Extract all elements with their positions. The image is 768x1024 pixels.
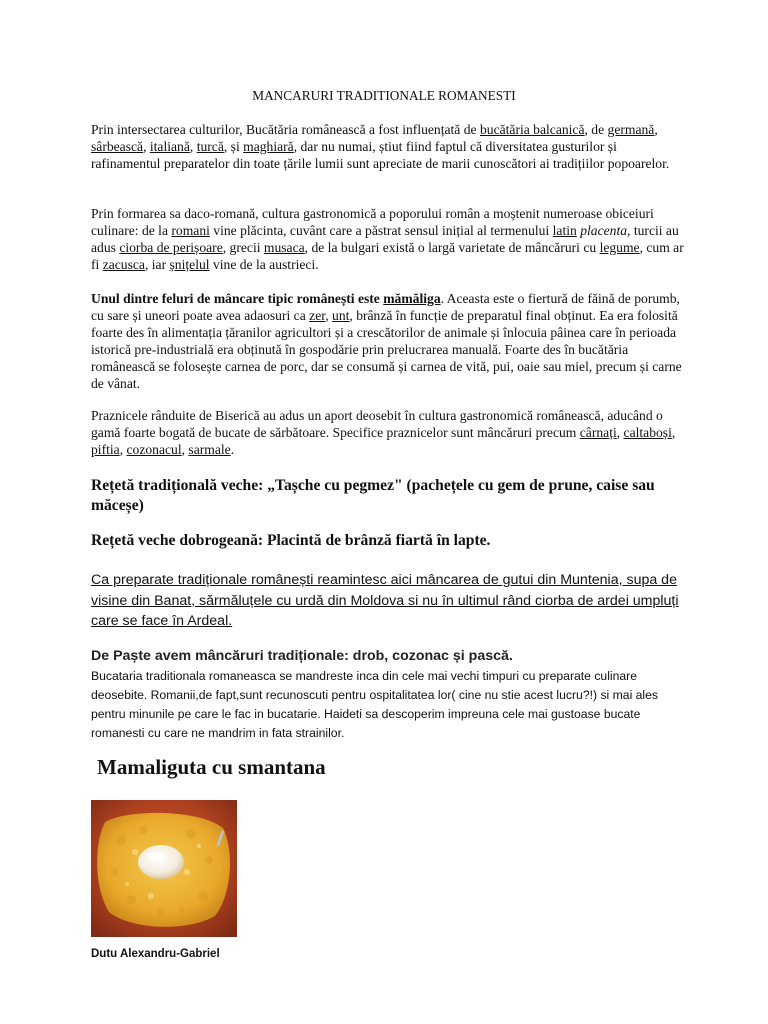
paragraph-praznice: Praznicele rânduite de Biserică au adus un aport deosebit în cultura gastronomică românească, aducând o gamă foarte bogată de bucate de sărbătoare. Specifice praznicelor sunt mâncăruri precum cârnați, caltaboși, piftia, cozonacul, sarmale. [91,408,676,457]
link-mamaliga[interactable]: mămăliga [383,291,441,306]
link-unt[interactable]: unt [332,308,350,323]
link-maghiara[interactable]: maghiară [243,139,294,154]
link-zer[interactable]: zer [309,308,326,323]
link-latin[interactable]: latin [552,223,577,238]
paragraph-daco-romana: Prin formarea sa daco-romană, cultura gastronomică a poporului român a moștenit numeroase obiceiuri culinare: de la romani vine plăcinta, cuvânt care a păstrat sensul inițial al termenului latin placenta, turcii au adus ciorba de perișoare, grecii musaca, de la bulgari există o largă varietate de mâncăruri cu legume, cum ar fi zacusca, iar șnițelul vine de la austrieci. [91,206,684,272]
document-title: MANCARURI TRADITIONALE ROMANESTI [252,88,516,103]
paragraph-mamaliga: Unul dintre feluri de mâncare tipic românești este mămăliga. Aceasta este o fiertură de făină de porumb, cu sare și uneori poate avea adaosuri ca zer, unt, brânză în funcție de preparatul final obținut. Ea era folosită foarte des în alimentația țăranilor agricultori și a crescătorilor de animale și înlocuia pâinea care în perioada istorică pre-industrială era obținută în gospodărie prin prelucrarea manuală. Foarte des în bucătăria românească se folosește carnea de porc, dar se consumă și carnea de vită, pui, oaie sau miel, precum și carne de vânat. [91,291,682,391]
link-romani[interactable]: romani [171,223,210,238]
link-snitelul[interactable]: șnițelul [169,257,210,272]
link-legume[interactable]: legume [599,240,640,255]
link-piftia[interactable]: piftia [91,442,120,457]
heading-mamaliguta: Mamaliguta cu smantana [97,755,326,779]
link-zacusca[interactable]: zacusca [102,257,145,272]
mamaliguta-photo [91,800,237,937]
link-bucataria-balcanica[interactable]: bucătăria balcanică [479,122,585,137]
link-musaca[interactable]: musaca [263,240,305,255]
link-ciorba-de-perisoare[interactable]: ciorba de perișoare [119,240,223,255]
heading-placinta-dobrogeana: Rețetă veche dobrogeană: Placintă de brânză fiartă în lapte. [91,532,491,549]
link-caltabosi[interactable]: caltaboși [623,425,672,440]
link-sarbeasca[interactable]: sârbească [91,139,144,154]
link-italiana[interactable]: italiană [149,139,190,154]
link-germana[interactable]: germană [607,122,655,137]
link-turca[interactable]: turcă [196,139,224,154]
mamaliguta-image [91,800,237,937]
link-cozonacul[interactable]: cozonacul [126,442,182,457]
heading-paste: De Paște avem mâncăruri tradiționale: drob, cozonac și pască. [91,648,513,664]
paragraph-bucataria-traditionala: Bucataria traditionala romaneasca se mandreste inca din cele mai vechi timpuri cu preparate culinare deosebite. Romanii,de fapt,sunt recunoscuti pentru ospitalitatea lor( cine nu stie acest lucru?!) si mai ales pentru minunile pe care le fac in bucatarie. Haideti sa descoperim impreuna cele mai gustoase bucate romanesti cu care ne mandrim in fata strainilor. [91,669,659,740]
paragraph-preparate-regionale: Ca preparate tradiționale românești reamintesc aici mâncarea de gutui din Muntenia, supa de visine din Banat, sărmăluțele cu urdă din Moldova si nu în ultimul rând ciorba de ardei umpluți care se face în Ardeal. [91,572,679,629]
paragraph-influences: Prin intersectarea culturilor, Bucătăria românească a fost influențată de bucătăria balcanică, de germană, sârbească, italiană, turcă, și maghiară, dar nu numai, știut fiind faptul că diversitatea gusturilor și rafinamentul preparatelor din toate țările lumii sunt apreciate de marii cunoscători ai tradițiilor popoarelor. [91,122,670,171]
heading-tasche-cu-pegmez: Rețetă tradițională veche: „Tașche cu pegmez" (pachețele cu gem de prune, caise sau măceșe) [91,477,655,514]
author-name: Dutu Alexandru-Gabriel [91,948,220,960]
link-sarmale[interactable]: sarmale [188,442,231,457]
link-carnati[interactable]: cârnați [579,425,617,440]
